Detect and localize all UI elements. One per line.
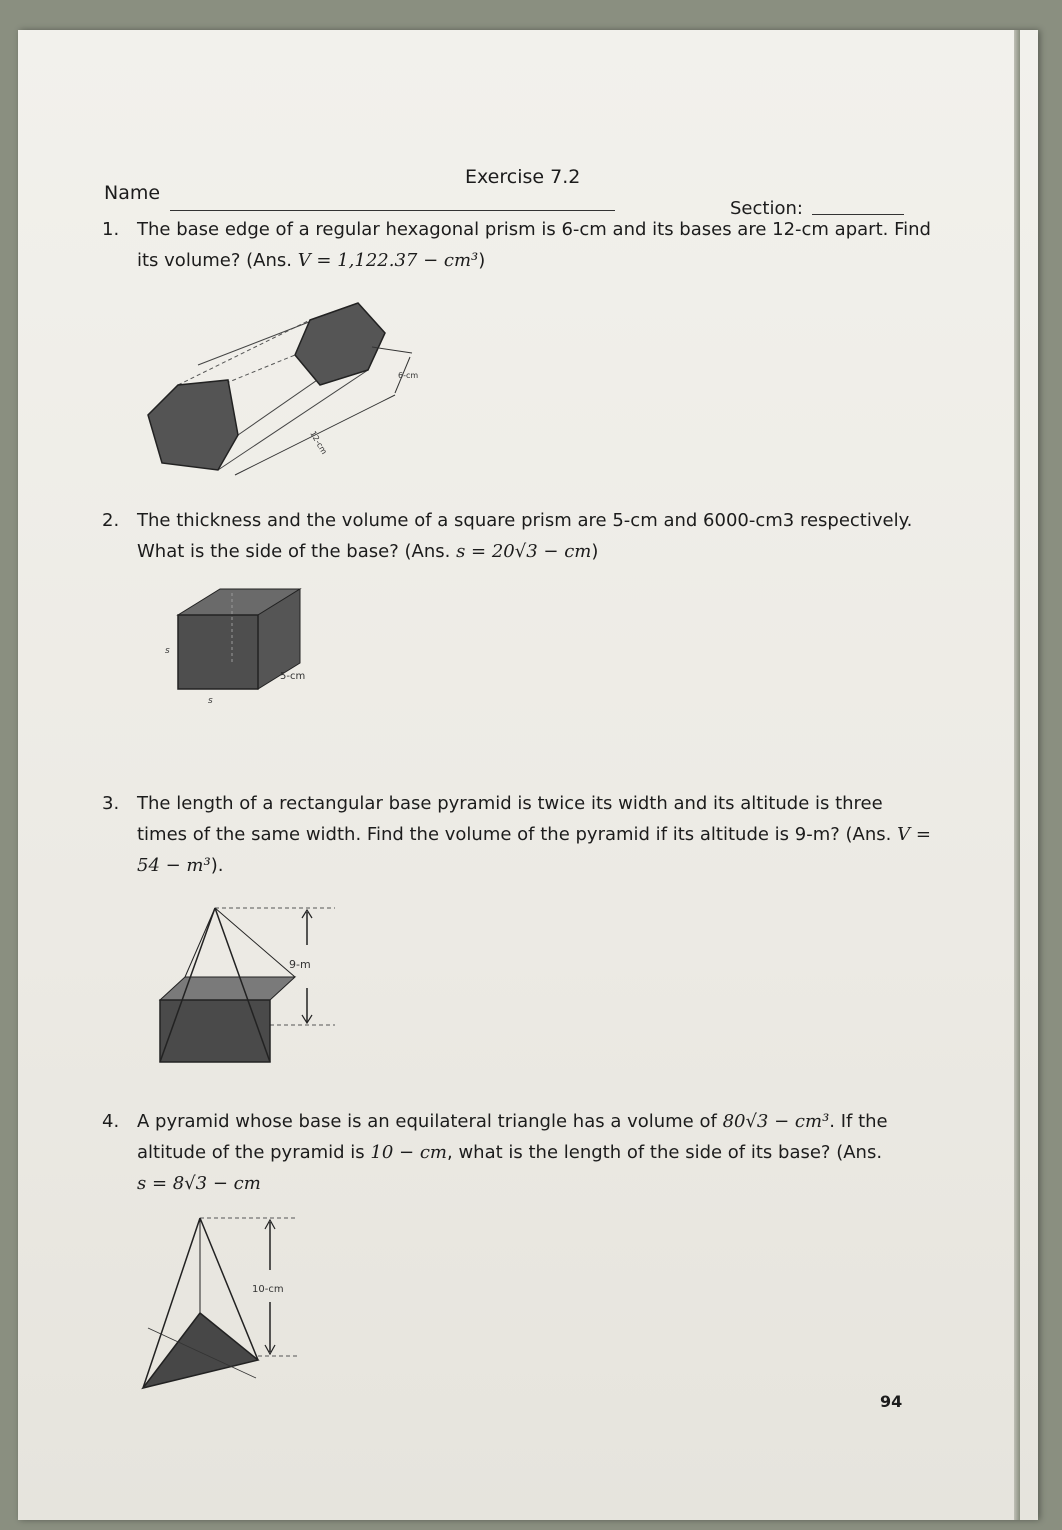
answer-close: ). [210, 855, 224, 876]
answer-formula: s = 8√3 − cm [137, 1173, 261, 1194]
side-bottom-label: s [208, 696, 213, 706]
question-number: 2. [102, 510, 120, 531]
question-2 [102, 505, 942, 567]
section-label: Section: [730, 198, 803, 219]
answer-formula: V = 54 − m³ [137, 824, 931, 876]
altitude-label: 10-cm [252, 1284, 284, 1295]
hexagonal-prism-figure [140, 285, 440, 485]
answer-close: ) [591, 541, 599, 562]
exercise-title: Exercise 7.2 [465, 166, 581, 188]
question-1 [102, 214, 952, 276]
question-4 [102, 1106, 937, 1199]
question-3 [102, 788, 937, 881]
question-text-part-2: . If the altitude of the pyramid is [137, 1111, 888, 1163]
answer-formula: s = 20√3 − cm [456, 541, 592, 562]
volume-formula: 80√3 − cm³ [722, 1111, 830, 1132]
edge-label: 6-cm [398, 371, 419, 380]
question-number: 1. [102, 219, 120, 240]
thickness-label: 5-cm [280, 671, 306, 682]
page-edge-shadow [1014, 30, 1020, 1520]
answer-formula: V = 1,122.37 − cm³ [297, 250, 479, 271]
name-blank-line [170, 210, 615, 211]
triangular-pyramid-figure [138, 1210, 303, 1395]
question-text: The length of a rectangular base pyramid is twice its width and its altitude is three times of the same width. Find the volume of the pyramid if its altitude is 9-m? (Ans. [137, 793, 892, 845]
question-text-part-3: , what is the length of the side of its base? (Ans. [447, 1142, 883, 1163]
altitude-label: 9-m [289, 958, 311, 971]
length-label: 12-cm [308, 429, 329, 456]
side-left-label: s [165, 646, 170, 656]
question-text: The base edge of a regular hexagonal prism is 6-cm and its bases are 12-cm apart. Find its volume? (Ans. [137, 219, 931, 271]
answer-close: ) [478, 250, 486, 271]
question-text: The thickness and the volume of a square prism are 5-cm and 6000-cm3 respectively. What is the side of the base? (Ans. [137, 510, 913, 562]
question-number: 4. [102, 1111, 120, 1132]
square-prism-figure [160, 585, 330, 710]
rectangular-pyramid-figure [155, 900, 340, 1070]
question-text-part-1: A pyramid whose base is an equilateral triangle has a volume of [137, 1111, 717, 1132]
page-number: 94 [880, 1392, 903, 1411]
altitude-formula: 10 − cm [370, 1142, 448, 1163]
name-label: Name [104, 182, 161, 204]
question-number: 3. [102, 793, 120, 814]
